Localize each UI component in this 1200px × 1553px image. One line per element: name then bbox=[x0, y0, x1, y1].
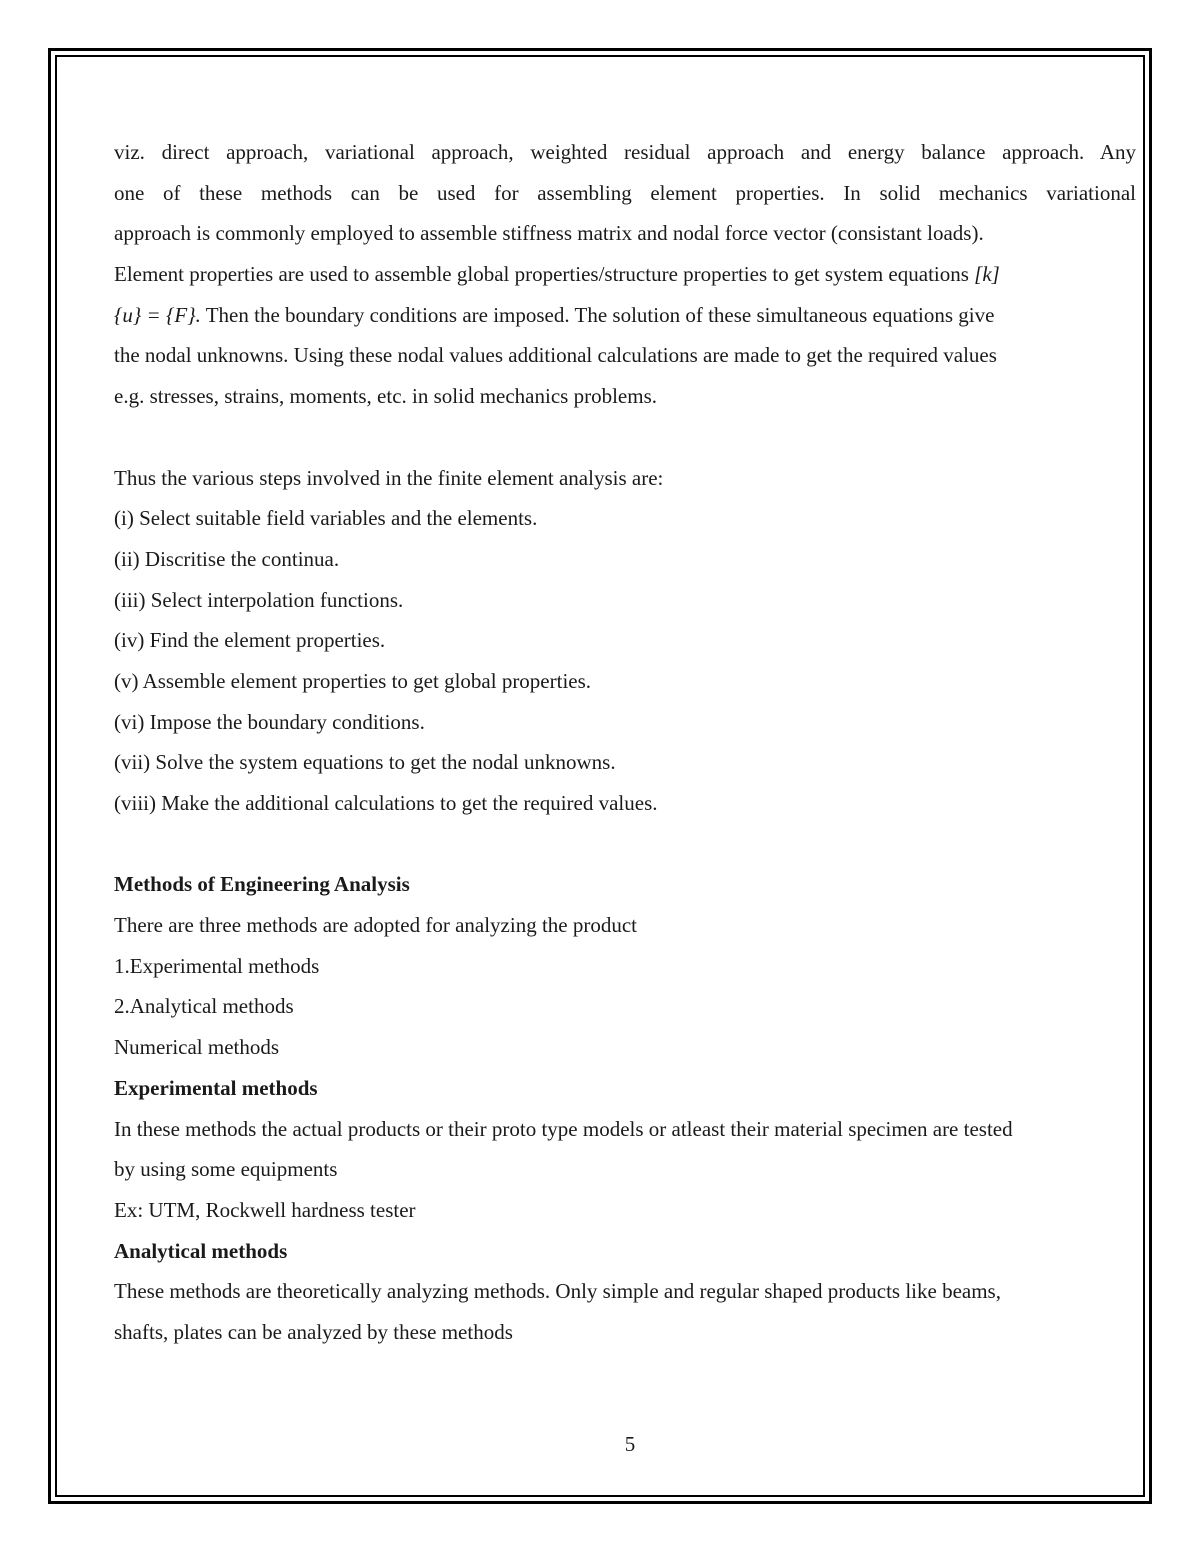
section-heading: Experimental methods bbox=[114, 1075, 318, 1100]
section-text: In these methods the actual products or their proto type models or atleast their material specimen are tested bbox=[114, 1116, 1013, 1141]
section-heading: Analytical methods bbox=[114, 1238, 288, 1263]
system-equation-symbol: {u} = {F}. bbox=[114, 302, 201, 327]
steps-intro: Thus the various steps involved in the finite element analysis are: bbox=[114, 465, 664, 490]
step-item: (ii) Discritise the continua. bbox=[114, 546, 340, 571]
experimental-section bbox=[114, 1068, 1136, 1231]
method-list-item: Numerical methods bbox=[114, 1035, 280, 1060]
paragraph-line: the nodal unknowns. Using these nodal values additional calculations are made to get the required values bbox=[114, 343, 997, 368]
paragraph-line bbox=[114, 254, 1136, 295]
paragraph-line: viz. direct approach, variational approach, weighted residual approach and energy balance approach. Any bbox=[114, 140, 1136, 164]
section-text: by using some equipments bbox=[114, 1157, 338, 1182]
analytical-section bbox=[114, 1231, 1136, 1353]
paragraph-text: Then the boundary conditions are imposed. The solution of these simultaneous equations give bbox=[200, 302, 995, 327]
step-item: (i) Select suitable field variables and the elements. bbox=[114, 506, 538, 531]
intro-paragraph bbox=[114, 132, 1136, 417]
paragraph-line: one of these methods can be used for assembling element properties. In solid mechanics variational bbox=[114, 180, 1136, 205]
spacer bbox=[114, 417, 1136, 458]
step-item: (v) Assemble element properties to get global properties. bbox=[114, 668, 592, 693]
section-heading: Methods of Engineering Analysis bbox=[114, 872, 410, 897]
page-content bbox=[114, 132, 1136, 1353]
fea-steps bbox=[114, 458, 1136, 824]
paragraph-line: approach is commonly employed to assemble stiffness matrix and nodal force vector (consistant loads). bbox=[114, 221, 984, 246]
step-item: (iii) Select interpolation functions. bbox=[114, 587, 404, 612]
methods-section bbox=[114, 864, 1136, 1067]
stiffness-matrix-symbol: [k] bbox=[974, 262, 1000, 287]
method-list-item: 2.Analytical methods bbox=[114, 994, 294, 1019]
paragraph-line: e.g. stresses, strains, moments, etc. in solid mechanics problems. bbox=[114, 384, 657, 409]
section-text: shafts, plates can be analyzed by these methods bbox=[114, 1319, 513, 1344]
page-number: 5 bbox=[624, 1432, 636, 1456]
step-item: (vii) Solve the system equations to get the nodal unknowns. bbox=[114, 750, 616, 775]
step-item: (iv) Find the element properties. bbox=[114, 628, 386, 653]
section-text: There are three methods are adopted for analyzing the product bbox=[114, 913, 638, 938]
section-text: These methods are theoretically analyzing methods. Only simple and regular shaped products like beams, bbox=[114, 1279, 1001, 1304]
section-text: Ex: UTM, Rockwell hardness tester bbox=[114, 1197, 416, 1222]
step-item: (vi) Impose the boundary conditions. bbox=[114, 709, 425, 734]
paragraph-line bbox=[114, 295, 1136, 336]
method-list-item: 1.Experimental methods bbox=[114, 953, 320, 978]
paragraph-text: Element properties are used to assemble global properties/structure properties to get system equations bbox=[114, 262, 975, 287]
step-item: (viii) Make the additional calculations to get the required values. bbox=[114, 791, 658, 815]
spacer bbox=[114, 824, 1136, 865]
